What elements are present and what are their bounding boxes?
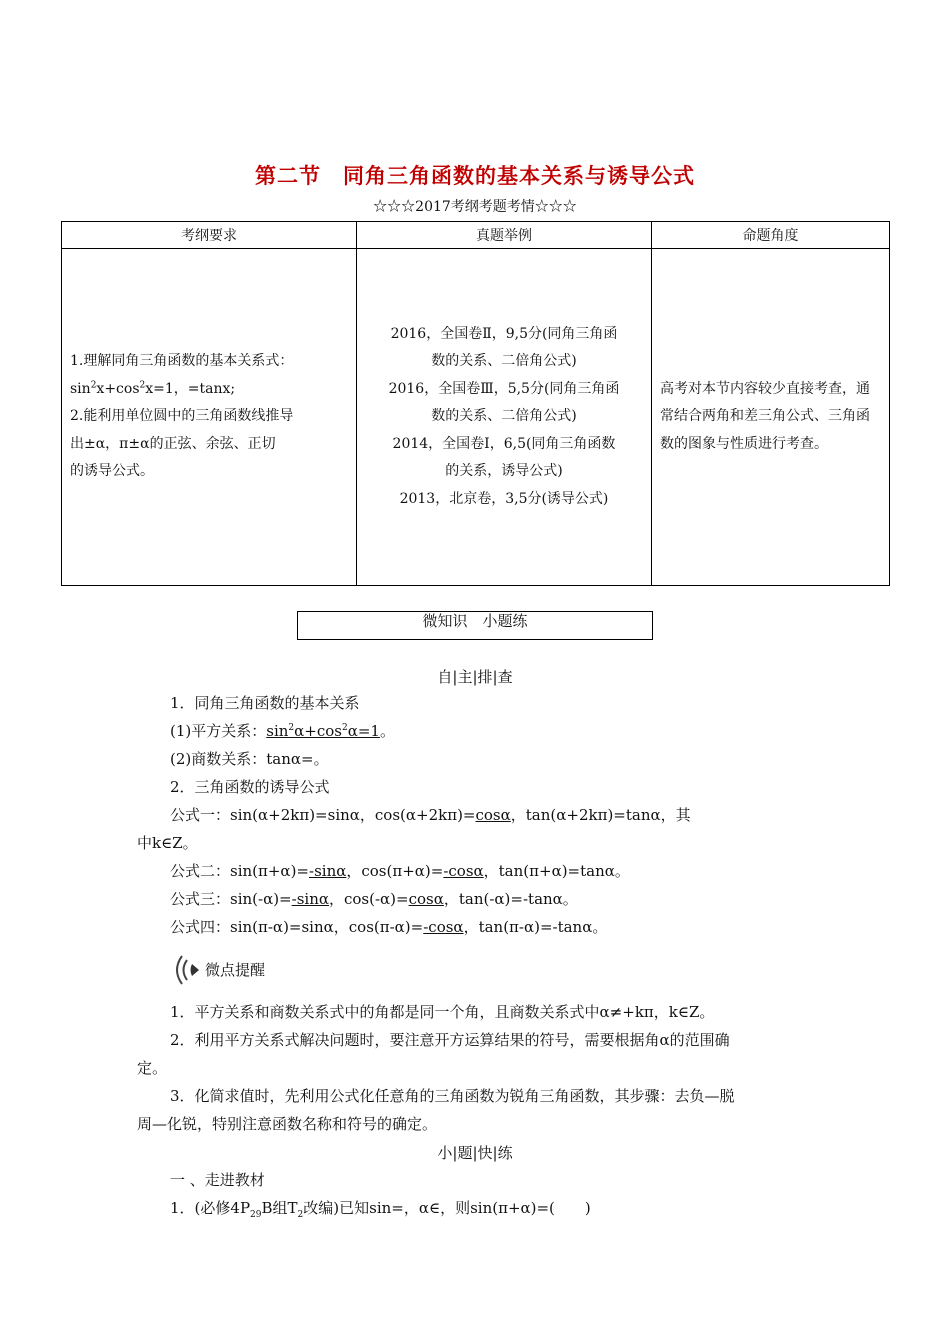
examples-cell: 2016，全国卷Ⅱ，9,5分(同角三角函 数的关系、二倍角公式) 2016，全国卷Ⅲ，5,5分(同角三角函 数的关系、二倍角公式) 2014，全国卷Ⅰ，6,5(同角三角函数 的关系，诱导公式) 2013，北京卷，3,5分(诱导公式) xyxy=(357,249,652,586)
answer-blank: -cosα xyxy=(443,862,484,880)
tips-heading: 微点提醒 xyxy=(205,961,266,979)
tip-3-cont: 周—化锐，特别注意函数名称和符号的确定。 xyxy=(137,1115,438,1133)
answer-blank: cosα xyxy=(475,806,511,824)
exam-info-subtitle: ☆☆☆2017考纲考题考情☆☆☆ xyxy=(373,199,577,215)
answer-blank: cosα xyxy=(408,890,444,908)
item-1: 1．同角三角函数的基本关系 xyxy=(170,694,360,712)
section-box: 微知识 小题练 xyxy=(297,611,653,640)
formula-3: 公式三：sin(-α)=-sinα，cos(-α)=cosα，tan(-α)=-tanα。 xyxy=(170,890,578,908)
tip-2: 2．利用平方关系式解决问题时，要注意开方运算结果的符号，需要根据角α的范围确 xyxy=(170,1031,730,1049)
tip-3: 3．化简求值时，先利用公式化任意角的三角函数为锐角三角函数，其步骤：去负—脱 xyxy=(170,1087,735,1105)
formula-1-cont: 中k∈Z。 xyxy=(137,834,198,852)
table-header-requirements: 考纲要求 xyxy=(62,222,357,249)
item-1-2: (2)商数关系：tanα=。 xyxy=(170,750,329,768)
practice-heading: 小|题|快|练 xyxy=(437,1144,513,1162)
tip-1: 1．平方关系和商数关系式中的角都是同一个角，且商数关系式中α≠+kπ，k∈Z。 xyxy=(170,1003,715,1021)
item-1-1: (1)平方关系：$\sin^2\alpha+\cos^2\alpha=1$。 xyxy=(170,722,395,740)
requirements-cell: 1.理解同角三角函数的基本关系式： $\sin^2x+\cos^2x=1$，=tanx; 2.能利用单位圆中的三角函数线推导 出±α，π±α的正弦、余弦、正切 的诱导公式。 xyxy=(62,249,357,586)
answer-blank: -sinα xyxy=(291,890,329,908)
page-title: 第二节 同角三角函数的基本关系与诱导公式 xyxy=(255,164,695,188)
formula-4: 公式四：sin(π-α)=sinα，cos(π-α)=-cosα，tan(π-α)=-tanα。 xyxy=(170,918,608,936)
self-check-heading: 自|主|排|查 xyxy=(437,668,513,686)
answer-blank: -cosα xyxy=(423,918,464,936)
table-header-angle: 命题角度 xyxy=(652,222,890,249)
formula-2: 公式二：sin(π+α)=-sinα，cos(π+α)=-cosα，tan(π+α)=tanα。 xyxy=(170,862,630,880)
item-2: 2．三角函数的诱导公式 xyxy=(170,778,330,796)
table-header-examples: 真题举例 xyxy=(357,222,652,249)
angle-cell: 高考对本节内容较少直接考查，通常结合两角和差三角公式、三角函数的图象与性质进行考查。 xyxy=(652,249,890,586)
exam-outline-table xyxy=(61,221,890,586)
formula-1: 公式一：sin(α+2kπ)=sinα，cos(α+2kπ)=cosα，tan(α+2kπ)=tanα，其 xyxy=(170,806,691,824)
speaker-icon xyxy=(170,952,200,988)
tip-2-cont: 定。 xyxy=(137,1059,168,1077)
answer-blank: -sinα xyxy=(309,862,347,880)
practice-part: 一 、走进教材 xyxy=(170,1171,265,1189)
question-1: 1．(必修$4P_{29}B$组$T_2$改编)已知sin=，α∈，则sin(π+α)=( ) xyxy=(170,1199,591,1220)
answer-blank: $\sin^2\alpha+\cos^2\alpha=1$ xyxy=(266,722,380,740)
